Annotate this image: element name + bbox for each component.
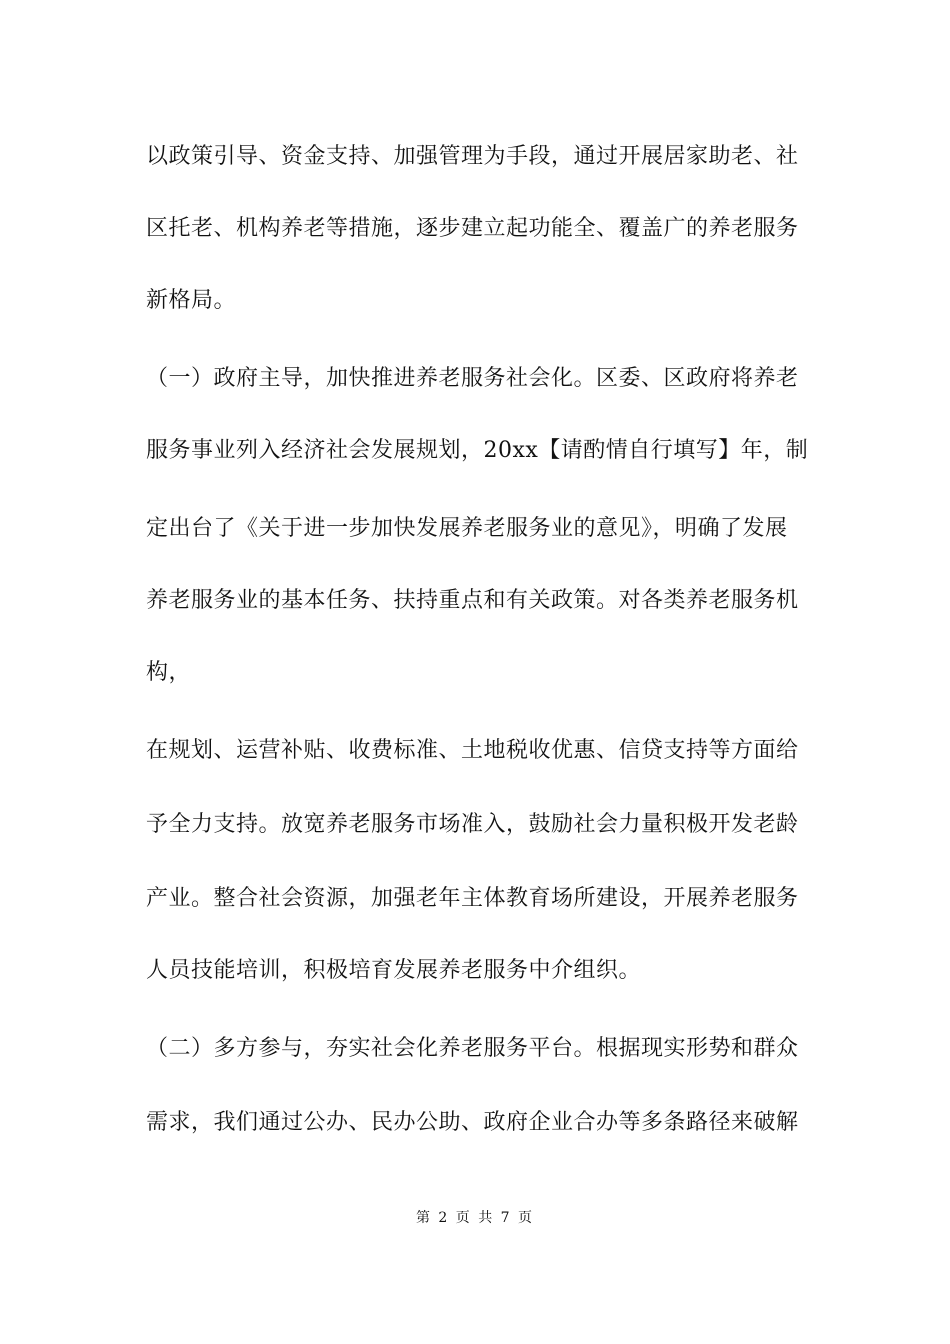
paragraph-line: 产业。整合社会资源，加强老年主体教育场所建设，开展养老服务 [146,886,799,911]
paragraph-line: 需求，我们通过公办、民办公助、政府企业合办等多条路径来破解 [146,1110,799,1135]
page-number-footer: 第 2 页 共 7 页 [415,1210,535,1226]
paragraph-line: 在规划、运营补贴、收费标准、土地税收优惠、信贷支持等方面给 [146,738,799,763]
paragraph-line: 以政策引导、资金支持、加强管理为手段，通过开展居家助老、社 [146,144,799,169]
paragraph-line: 人员技能培训，积极培育发展养老服务中介组织。 [146,958,642,983]
paragraph-line: 新格局。 [146,288,237,313]
paragraph-line: （二）多方参与，夯实社会化养老服务平台。根据现实形势和群众 [146,1036,799,1061]
paragraph-line: 定出台了《关于进一步加快发展养老服务业的意见》，明确了发展 [146,516,788,541]
paragraph-line: 构， [146,660,192,685]
paragraph-line: 区托老、机构养老等措施，逐步建立起功能全、覆盖广的养老服务 [146,216,799,241]
paragraph-line: 养老服务业的基本任务、扶持重点和有关政策。对各类养老服务机 [146,588,799,613]
paragraph-line: 予全力支持。放宽养老服务市场准入，鼓励社会力量积极开发老龄 [146,812,799,837]
paragraph-line: （一）政府主导，加快推进养老服务社会化。区委、区政府将养老 [146,366,799,391]
paragraph-line: 服务事业列入经济社会发展规划，20xx【请酌情自行填写】年，制 [146,438,809,463]
